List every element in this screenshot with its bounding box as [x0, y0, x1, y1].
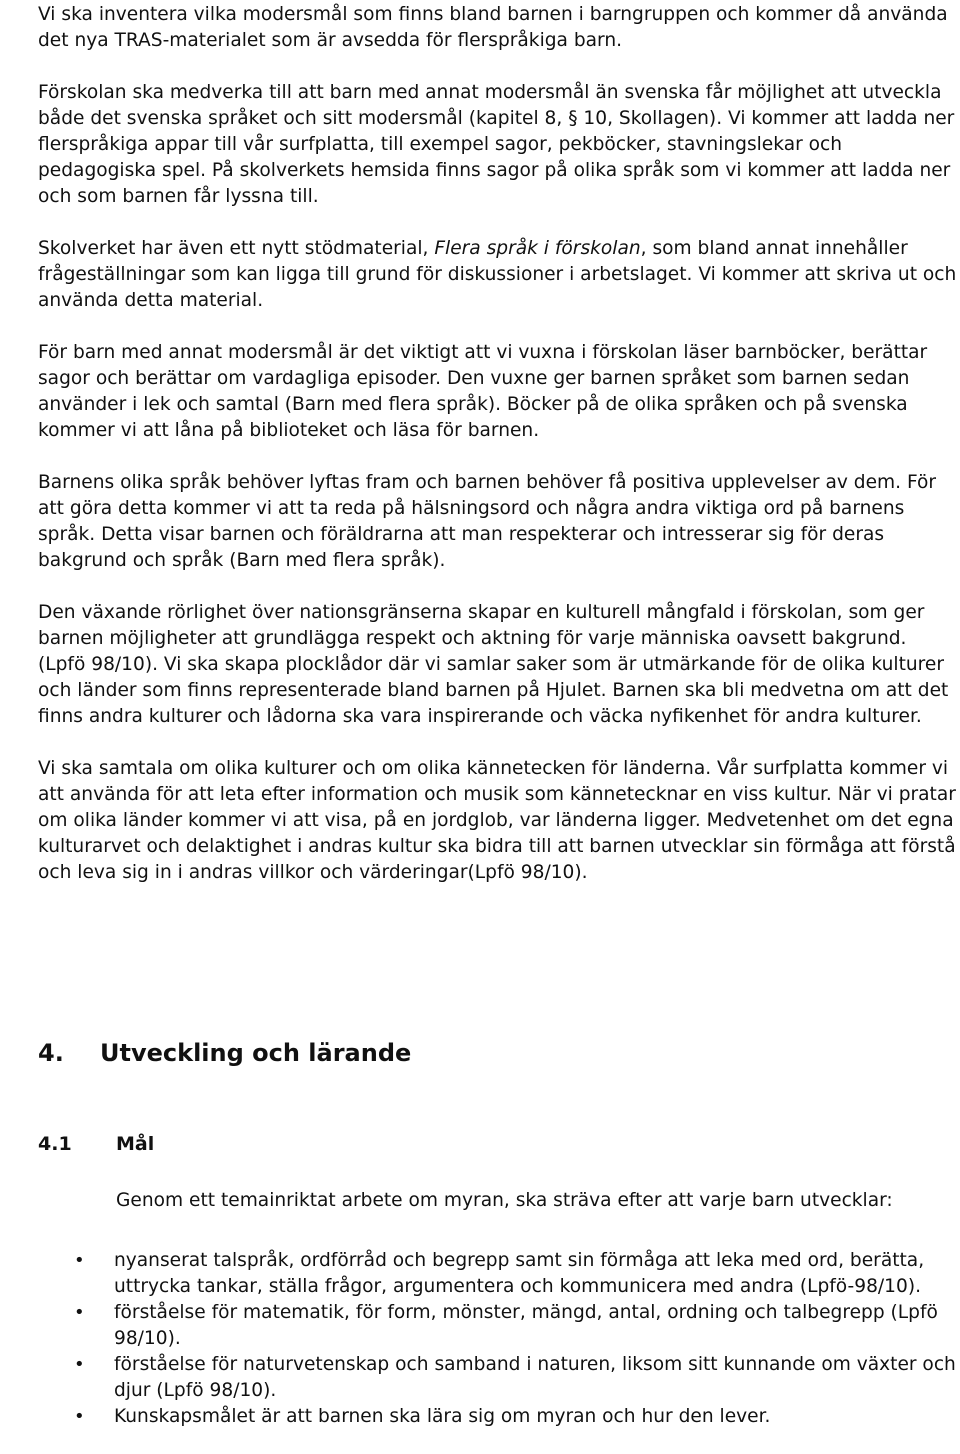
paragraph-text: Förskolan ska medverka till att barn med annat modersmål än svenska får möjlighet att utveckla både det svenska språket och sitt modersmål (kapitel 8, § 10, Skollagen). Vi kommer att ladda ner flerspråkiga appar till vår surfplatta, till exempel sagor, pekböcker, stavningslekar och pedagogiska spel. På skolverkets hemsida finns sagor på olika språk som vi kommer att ladda ner och som barnen får lyssna till.: [38, 82, 955, 207]
paragraph: [38, 2, 958, 54]
goal-text: förståelse för naturvetenskap och samband i naturen, liksom sitt kunnande om växter och djur (Lpfö 98/10).: [114, 1354, 956, 1401]
paragraph-text: För barn med annat modersmål är det viktigt att vi vuxna i förskolan läser barnböcker, berättar sagor och berättar om vardagliga episoder. Den vuxne ger barnen språket som barnen sedan använder i lek och samtal (Barn med flera språk). Böcker på de olika språken och på svenska kommer vi att låna på biblioteket och läsa för barnen.: [38, 342, 928, 441]
paragraph: [38, 236, 958, 314]
section-title: Utveckling och lärande: [100, 1039, 412, 1067]
paragraph-gap: [38, 314, 958, 340]
paragraph: [38, 600, 958, 730]
document-page: [38, 2, 958, 1427]
subsection-title: Mål: [116, 1133, 155, 1155]
body-text: [38, 2, 958, 886]
goal-text: Kunskapsmålet är att barnen ska lära sig om myran och hur den lever.: [114, 1406, 771, 1427]
italic-title: Flera språk i förskolan: [434, 238, 641, 259]
paragraph-text: Vi ska samtala om olika kulturer och om olika kännetecken för länderna. Vår surfplatta kommer vi att använda för att leta efter information och musik som kännetecknar en viss kultur. När vi pratar om olika länder kommer vi att visa, på en jordglob, var länderna ligger. Medvetenhet om det egna kulturarvet och delaktighet i andras kultur ska bidra till att barnen utvecklar sin förmåga att förstå och leva sig in i andras villkor och värderingar(Lpfö 98/10).: [38, 758, 956, 883]
paragraph-gap: [38, 54, 958, 80]
paragraph-gap: [38, 574, 958, 600]
goal-item: [38, 1352, 960, 1404]
paragraph-gap: [38, 730, 958, 756]
paragraph: [38, 470, 958, 574]
goal-text: nyanserat talspråk, ordförråd och begrepp samt sin förmåga att leka med ord, berätta, uttrycka tankar, ställa frågor, argumentera och kommunicera med andra (Lpfö-98/10).: [114, 1250, 925, 1297]
paragraph-text: Barnens olika språk behöver lyftas fram och barnen behöver få positiva upplevelser av dem. För att göra detta kommer vi att ta reda på hälsningsord och några andra viktiga ord på barnens språk. Detta visar barnen och föräldrarna att man respekterar och intresserar sig för deras bakgrund och språk (Barn med flera språk).: [38, 472, 937, 571]
paragraph-gap: [38, 210, 958, 236]
goals-list: [38, 1248, 960, 1430]
paragraph: [38, 80, 958, 210]
paragraph-text: Vi ska inventera vilka modersmål som finns bland barnen i barngruppen och kommer då använda det nya TRAS-materialet som är avsedda för flerspråkiga barn.: [38, 4, 948, 51]
bullet-icon: •: [74, 1250, 85, 1271]
subsection-heading: [38, 1130, 154, 1158]
goal-item: [38, 1300, 960, 1352]
section-heading: [38, 1036, 411, 1070]
bullet-icon: •: [74, 1406, 85, 1427]
paragraph-text: Skolverket har även ett nytt stödmaterial,: [38, 238, 435, 259]
paragraph: [38, 340, 958, 444]
subsection-number: 4.1: [38, 1133, 72, 1155]
goals-intro: Genom ett temainriktat arbete om myran, ska sträva efter att varje barn utvecklar:: [116, 1190, 893, 1211]
goal-item: [38, 1404, 960, 1430]
paragraph-text: , som bland annat innehåller frågeställningar som kan ligga till grund för diskussioner i arbetslaget. Vi kommer att skriva ut och använda detta material.: [38, 238, 957, 311]
paragraph: [38, 756, 958, 886]
goal-text: förståelse för matematik, för form, mönster, mängd, antal, ordning och talbegrepp (Lpfö 98/10).: [114, 1302, 938, 1349]
paragraph-text: Den växande rörlighet över nationsgränserna skapar en kulturell mångfald i förskolan, som ger barnen möjligheter att grundlägga respekt och aktning för varje människa oavsett bakgrund. (Lpfö 98/10). Vi ska skapa plocklådor där vi samlar saker som är utmärkande för de olika kulturer och länder som finns representerade bland barnen på Hjulet. Barnen ska bli medvetna om att det finns andra kulturer och lådorna ska vara inspirerande och väcka nyfikenhet för andra kulturer.: [38, 602, 949, 727]
paragraph-gap: [38, 444, 958, 470]
bullet-icon: •: [74, 1302, 85, 1323]
section-number: 4.: [38, 1039, 64, 1067]
bullet-icon: •: [74, 1354, 85, 1375]
goal-item: [38, 1248, 960, 1300]
